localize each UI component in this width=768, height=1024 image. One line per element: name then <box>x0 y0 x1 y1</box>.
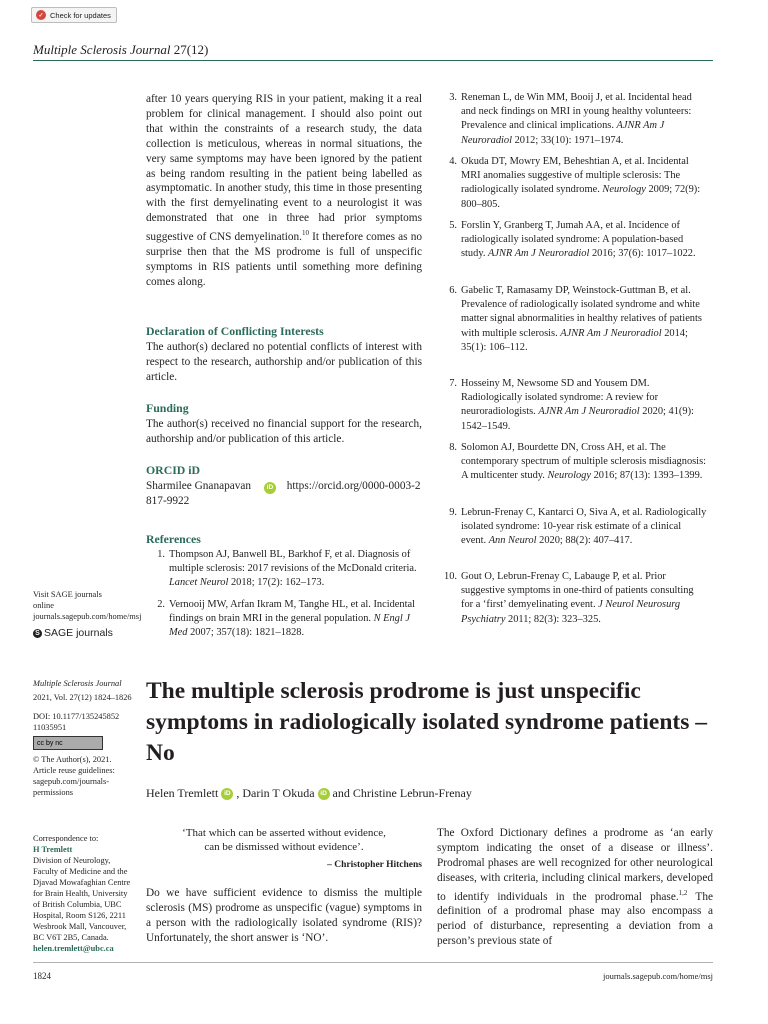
sidebar-citation: 2021, Vol. 27(12) 1824–1826 <box>33 693 132 702</box>
sage-journals-logo[interactable] <box>33 627 113 639</box>
reference-journal: Ann Neurol <box>488 535 537 547</box>
epigraph-source: – Christopher Hitchens <box>327 860 422 870</box>
sidebar-copyright: © The Author(s), 2021. Article reuse guidelines: sagepub.com/journals-permissions <box>33 755 115 797</box>
sage-logo-text: SAGE journals <box>44 627 113 639</box>
conflicts-text: The author(s) declared no potential conflicts of interest with respect to the research, authorship and/or publication of this article. <box>146 341 422 383</box>
orcid-icon[interactable]: iD <box>221 788 233 800</box>
cc-license-icon: cc by nc <box>37 739 63 747</box>
citation-superscript: 1,2 <box>678 888 688 897</box>
author-name: , Darin T Okuda <box>236 786 315 800</box>
reference-details: 2020; 88(2): 407–417. <box>536 535 633 547</box>
epigraph-line: ‘That which can be asserted without evidence, <box>182 827 386 839</box>
epigraph <box>146 826 422 854</box>
reference-journal: AJNR Am J Neuroradiol <box>560 327 662 339</box>
sidebar-doi[interactable]: DOI: 10.1177/13524585211035951 <box>33 712 120 732</box>
author-list <box>146 786 472 801</box>
article-title: The multiple sclerosis prodrome is just unspecific symptoms in radiologically isolated syndrome patients – No <box>146 678 707 766</box>
reference-details: 2009; 72(9): 800–805. <box>461 184 701 210</box>
reference-journal: Neurology <box>547 470 591 482</box>
reference-journal: J Neurol Neurosurg Psychiatry <box>461 599 681 625</box>
footer-rule <box>33 962 713 963</box>
reference-text: Forslin Y, Granberg T, Jumah AA, et al. Incidence of radiologically isolated syndrome: A population-based study. <box>461 220 684 260</box>
orcid-name: Sharmilee Gnanapavan <box>146 480 252 492</box>
references-heading: References <box>146 532 201 546</box>
reference-item <box>449 219 707 262</box>
funding-text: The author(s) received no financial support for the research, authorship and/or publication of this article. <box>146 418 422 445</box>
reference-journal: Lancet Neurol <box>169 577 229 589</box>
intro-text-continued: It therefore comes as no surprise then that the MS prodrome is full of unspecific symptoms in RIS patients until something more defining comes along. <box>146 230 422 288</box>
reference-item <box>157 598 423 641</box>
reference-details: 2014; 35(1): 106–112. <box>461 327 688 353</box>
reference-number: 1. <box>157 549 165 560</box>
reference-details: 2016; 37(6): 1017–1022. <box>589 248 696 260</box>
orcid-entry <box>146 479 422 509</box>
reference-number: 4. <box>449 156 457 167</box>
reference-number: 7. <box>449 378 457 389</box>
reference-journal: AJNR Am J Neuroradiol <box>538 406 640 418</box>
check-for-updates-icon: ✓ <box>36 10 46 20</box>
reference-text: Thompson AJ, Banwell BL, Barkhof F, et al. Diagnosis of multiple sclerosis: 2017 revisions of the McDonald criteria. <box>169 549 417 575</box>
page-number: 1824 <box>33 971 51 981</box>
reference-number: 3. <box>449 92 457 103</box>
reference-journal: AJNR Am J Neuroradiol <box>461 120 665 146</box>
body-paragraph-left: Do we have sufficient evidence to dismiss the multiple sclerosis (MS) prodrome as unspecific (vague) symptoms in a person with the radiologically isolated syndrome (RIS)? Unfortunately, the short answer is ‘NO’. <box>146 887 422 944</box>
header-rule <box>33 60 713 61</box>
reference-item <box>157 548 423 591</box>
orcid-link[interactable]: https://orcid.org/0000-0003-2817-9922 <box>146 480 421 508</box>
check-for-updates-badge[interactable] <box>31 7 117 23</box>
author-name: and Christine Lebrun-Frenay <box>332 786 472 800</box>
reference-text: Hosseiny M, Newsome SD and Yousem DM. Radiologically isolated syndrome: A review for neuroradiologists. <box>461 378 659 418</box>
reference-details: 2018; 17(2): 162–173. <box>228 577 325 589</box>
reference-item <box>449 284 707 355</box>
intro-text: after 10 years querying RIS in your patient, making it a real problem for clinical management. I should also point out that within the constraints of a research study, the data collection is meticulous, whereas in normal situations, the very same symptoms may have been ignored by the patient as being random resulting in the patient being labelled as asymptomatic. In another study, this time in those presenting with the first demyelinating event to a neurologist it was demonstrated that one in three had prior symptoms suggestive of CNS demyelination. <box>146 93 422 243</box>
running-header-journal: Multiple Sclerosis Journal <box>33 42 171 57</box>
body-text-continued: The definition of a prodromal phase may also encompass a period of disturbance, representing a deviation from a person’s previous state of <box>437 890 713 948</box>
reference-item <box>449 506 707 549</box>
reference-text: Reneman L, de Win MM, Booij J, et al. Incidental head and neck findings on MRI in young healthy volunteers: Prevalence and clinical implications. <box>461 92 692 132</box>
reference-number: 8. <box>449 442 457 453</box>
reference-item <box>449 155 707 212</box>
reference-item <box>449 91 707 148</box>
orcid-icon[interactable]: iD <box>318 788 330 800</box>
reference-item <box>444 570 707 627</box>
reference-number: 6. <box>449 285 457 296</box>
reference-details: 2011; 82(3): 323–325. <box>505 613 601 625</box>
correspondence-address: Division of Neurology, Faculty of Medicine and the Djavad Mowafaghian Centre for Brain Health, University of British Columbia, UBC Hospital, Room S126, 2211 Wesbrook Mall, Vancouver, BC V6T 2B5, Canada. <box>33 856 131 942</box>
reference-journal: Neurology <box>602 184 646 196</box>
running-header <box>33 42 208 58</box>
reference-text: Okuda DT, Mowry EM, Beheshtian A, et al. Incidental MRI anomalies suggestive of multiple sclerosis: The radiologically isolated syndrome. <box>461 156 689 196</box>
reference-item <box>449 441 707 484</box>
reference-number: 9. <box>449 507 457 518</box>
correspondence-label: Correspondence to: <box>33 834 99 843</box>
reference-journal: N Engl J Med <box>169 613 410 639</box>
reference-details: 2016; 87(13): 1393–1399. <box>590 470 703 482</box>
funding-heading: Funding <box>146 401 189 415</box>
reference-details: 2020; 41(9): 1542–1549. <box>461 406 694 432</box>
correspondence-block <box>33 833 133 954</box>
running-header-volume: 27(12) <box>173 42 209 57</box>
body-paragraph-right <box>437 826 713 949</box>
reference-number: 2. <box>157 599 165 610</box>
reference-details: 2007; 357(18): 1821–1828. <box>187 627 305 639</box>
reference-number: 5. <box>449 220 457 231</box>
reference-item <box>449 377 707 434</box>
intro-paragraph <box>146 92 422 290</box>
footer-url[interactable]: journals.sagepub.com/home/msj <box>602 971 713 981</box>
reference-text: Vernooij MW, Arfan Ikram M, Tanghe HL, et al. Incidental findings on brain MRI in the general population. <box>169 599 415 625</box>
reference-text: Solomon AJ, Bourdette DN, Cross AH, et al. The contemporary spectrum of multiple sclerosis misdiagnosis: A multicenter study. <box>461 442 707 482</box>
reference-number: 10. <box>444 571 457 582</box>
check-for-updates-label: Check for updates <box>50 10 111 20</box>
reference-text: Lebrun-Frenay C, Kantarci O, Siva A, et al. Radiologically isolated syndrome: 10-year risk estimate of a clinical event. <box>461 507 707 547</box>
conflicts-heading: Declaration of Conflicting Interests <box>146 324 324 338</box>
body-text: The Oxford Dictionary defines a prodrome as ‘an early symptom indicating the onset of a disease or illness’. Prodromal phases are well recognized for other neurological diseases, with criteria, including clinical markers, developed to identify individuals in the prodromal phase. <box>437 827 713 903</box>
reference-journal: AJNR Am J Neuroradiol <box>488 248 590 260</box>
sage-visit-text[interactable]: Visit SAGE journals online journals.sagepub.com/home/msj <box>33 590 142 621</box>
citation-superscript: 10 <box>302 229 309 238</box>
orcid-icon[interactable]: iD <box>264 482 276 494</box>
orcid-heading: ORCID iD <box>146 463 201 477</box>
sage-logo-icon: S <box>33 629 42 638</box>
correspondence-email[interactable]: helen.tremlett@ubc.ca <box>33 944 114 953</box>
author-name: Helen Tremlett <box>146 786 219 800</box>
epigraph-line: can be dismissed without evidence’. <box>204 841 364 853</box>
reference-text: Gout O, Lebrun-Frenay C, Labauge P, et al. Prior suggestive symptoms in one-third of patients consulting for a ‘first’ demyelinating event. <box>461 571 694 611</box>
sidebar-journal-name: Multiple Sclerosis Journal <box>33 679 122 688</box>
correspondence-name: H Tremlett <box>33 845 73 854</box>
reference-details: 2012; 33(10): 1971–1974. <box>512 134 624 146</box>
reference-text: Gabelic T, Ramasamy DP, Weinstock-Guttman B, et al. Prevalence of radiologically isolated syndrome and white matter signal abnormalities in healthy relatives of patients with multiple sclerosis. <box>461 285 702 339</box>
cc-license-badge[interactable] <box>33 736 103 750</box>
